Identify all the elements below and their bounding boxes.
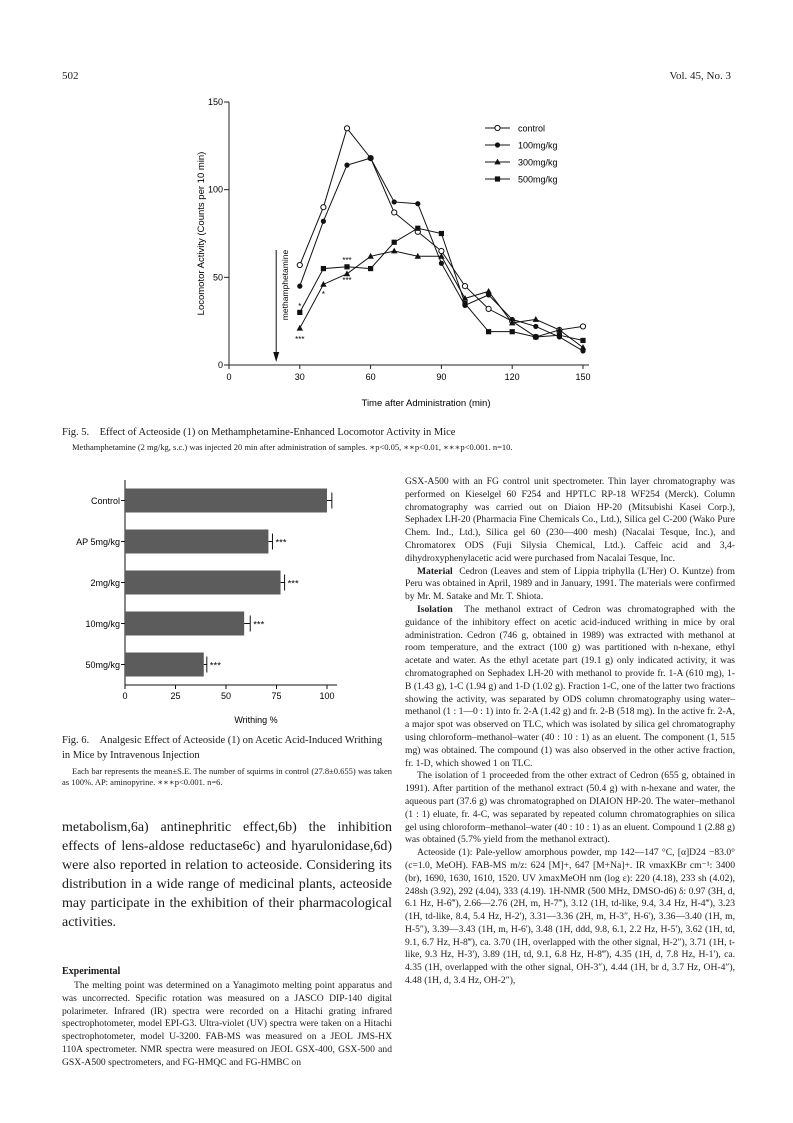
y-axis-title: Locomotor Activity (Counts per 10 min) xyxy=(196,151,207,316)
x-tick-label: 120 xyxy=(504,372,520,382)
x-tick-label: 50 xyxy=(220,691,232,701)
significance-label: *** xyxy=(209,660,221,672)
x-tick-label: 60 xyxy=(365,372,376,382)
methamphetamine-label: methamphetamine xyxy=(280,249,291,321)
filled-square-marker xyxy=(392,240,397,245)
significance-label: *** xyxy=(275,537,287,549)
right-column xyxy=(405,476,735,988)
category-label: Control xyxy=(90,496,120,506)
x-tick-label: 90 xyxy=(436,372,447,382)
significance-label: *** xyxy=(295,335,305,344)
journal-volume: Vol. 45, No. 3 xyxy=(669,70,731,82)
writhing-bar xyxy=(125,571,281,595)
writhing-bar xyxy=(125,489,327,513)
experimental-text: The melting point was determined on a Yanagimoto melting point apparatus and was uncorrected. Specific rotation was measured on a JASCO DIP-140 digital polarimeter. Infrared (IR) spectra were recorded on a Hitachi grating infrared spectrophotometer, model EPI-G3. Ultra-violet (UV) spectra were taken on a Hitachi spectrophotometer, model U-3200. FAB-MS was measured on a JEOL JMS-HX 110A spectrometer. NMR spectra were measured on JEOL GSX-400, GSX-500 and GSX-A500 spectrometers, and FG-HMQC and FG-HMBC on xyxy=(62,980,392,1068)
filled-square-marker xyxy=(557,333,562,338)
significance-label: * xyxy=(298,302,302,311)
writhing-bar xyxy=(125,653,204,677)
filled-triangle-marker xyxy=(580,344,586,350)
x-tick-label: 75 xyxy=(271,691,282,701)
open-circle-marker xyxy=(580,324,585,329)
open-circle-marker xyxy=(344,126,349,131)
category-label: 2mg/kg xyxy=(90,578,120,588)
category-label: 50mg/kg xyxy=(85,660,120,670)
significance-label: *** xyxy=(342,276,352,285)
category-label: 10mg/kg xyxy=(85,619,120,629)
filled-triangle-marker xyxy=(533,316,539,322)
legend-label: control xyxy=(518,123,546,134)
x-tick-label: 0 xyxy=(122,691,128,701)
filled-circle-marker xyxy=(415,201,420,206)
y-tick-label: 50 xyxy=(212,272,223,283)
filled-triangle-marker xyxy=(485,288,491,294)
writhing-bar xyxy=(125,530,268,554)
filled-circle-marker xyxy=(495,142,500,147)
filled-circle-marker xyxy=(533,324,538,329)
isolation-2-paragraph: The isolation of 1 proceeded from the other extract of Cedron (655 g, obtained in 1991). After partition of the methanol extract (50.4 g) with n-hexane and water, the aqueous part (37.6 g) was chromatographed on DIAION HP-20. The water–methanol (1 : 1) eluate, fr. 4-C, was separated by repeated column chromatographies on silica gel using chloroform–methanol–water (40 : 10 : 1) as an eluent. Compound 1 (2.88 g) was obtained (5.7% yield from the methanol extract). xyxy=(405,770,735,846)
open-circle-marker xyxy=(321,205,326,210)
x-tick-label: 30 xyxy=(294,372,305,382)
fig5-note: Methamphetamine (2 mg/kg, s.c.) was injected 20 min after administration of samples. ∗p<0.05, ∗∗p<0.01, ∗∗∗p<0.001. n=10. xyxy=(72,442,513,452)
significance-label: *** xyxy=(253,619,265,631)
legend-label: 300mg/kg xyxy=(518,157,558,168)
experimental-heading: Experimental xyxy=(62,966,121,977)
x-tick-label: 25 xyxy=(170,691,181,701)
filled-square-marker xyxy=(439,231,444,236)
filled-square-marker xyxy=(415,226,420,231)
open-circle-marker xyxy=(486,306,491,311)
filled-triangle-marker xyxy=(391,248,397,254)
filled-circle-marker xyxy=(297,284,302,289)
y-tick-label: 100 xyxy=(207,184,223,195)
filled-circle-marker xyxy=(321,219,326,224)
filled-square-marker xyxy=(580,338,585,343)
isolation-paragraph: Isolation The methanol extract of Cedron was chromatographed with the guidance of the inhibitory effect on acetic acid-induced writhing in mice by oral administration. Cedron (746 g, obtained in 1989) was extracted with methanol at room temperature, and the extract (100 g) was partitioned with n-hexane, ethyl acetate and water. As the ethyl acetate part (19.1 g) only indicated activity, it was chromatographed on Sephadex LH-20 with methanol to provide fr. 1-A (610 mg), 1-B (1.43 g), 1-C (1.94 g) and 1-D (1.02 g). Fraction 1-C, one of the latter two fractions showing the activity, was separated by ODS column chromatography using water–methanol (1 : 1—0 : 1) into fr. 2-A (1.42 g) and fr. 2-B (518 mg). In the active fr. 2-A, a major spot was observed on TLC, which was isolated by silica gel chromatography using chloroform–methanol–water (40 : 10 : 1) as an eluent. The component (1, 515 mg) was obtained. The compound (1) was also observed in the other active fraction, fr. 1-D, which showed 1 on TLC. xyxy=(405,603,735,769)
open-circle-marker xyxy=(392,210,397,215)
material-paragraph: Material Cedron (Leaves and stem of Lippia triphylla (L'Her) O. Kuntze) from Peru was obtained in April, 1989 and in January, 1991. The materials were confirmed by Mr. M. Satake and Mr. T. Shiota. xyxy=(405,565,735,603)
filled-circle-marker xyxy=(392,199,397,204)
filled-square-marker xyxy=(462,301,467,306)
legend-label: 500mg/kg xyxy=(518,174,558,185)
filled-square-marker xyxy=(510,329,515,334)
open-circle-marker xyxy=(297,262,302,267)
filled-square-marker xyxy=(368,266,373,271)
x-axis-title: Time after Administration (min) xyxy=(361,398,491,409)
methamphetamine-arrow-head xyxy=(273,352,279,362)
significance-label: * xyxy=(321,290,325,299)
filled-square-marker xyxy=(533,334,538,339)
instruments-paragraph: GSX-A500 with an FG control unit spectrometer. Thin layer chromatography was performed on Kieselgel 60 F254 and HPTLC RP-18 WF254 (Merck). Column chromatography was carried out on Diaion HP-20 (Mitsubishi Kasei Corp.), Sephadex LH-20 (Pharmacia Fine Chemicals Co., Ltd.), Silica gel C-200 (Wako Pure Chem. Ind., Ltd.), Silica gel 60 (230—400 mesh) (Nacalai Tesque, Inc.), and Chromatorex ODS (Fuji Silysia Chemical, Ltd.). Caffeic acid and 3,4-dihydroxyphenylacetic acid were purchased from Nacalai Tesque, Inc. xyxy=(405,476,735,564)
fig5-caption: Fig. 5. Effect of Acteoside (1) on Methamphetamine-Enhanced Locomotor Activity in Mice xyxy=(62,427,456,438)
fig6-bar-chart xyxy=(0,470,393,725)
acteoside-data-paragraph: Acteoside (1): Pale-yellow amorphous powder, mp 142—147 °C, [α]D24 −83.0° (c=1.0, MeOH). FAB-MS m/z: 624 [M]+, 647 [M+Na]+. IR νmaxKBr cm⁻¹: 3400 (br), 1690, 1630, 1610, 1520. UV λmaxMeOH nm (log ε): 220 (4.18), 233 sh (4.02), 248sh (3.92), 292 (4.04), 333 (4.19). 1H-NMR (500 MHz, DMSO-d6) δ: 0.97 (3H, d, 6.1 Hz, H-6‴), 2.66—2.76 (2H, m, H-7‴), 3.12 (1H, td-like, 9.4, 3.4 Hz, H-4‴), 3.23 (1H, td-like, 8.4, 5.4 Hz, H-2'), 3.31—3.36 (2H, m, H-3″, H-6'), 3.36—3.40 (1H, m, H-5″), 3.39—3.43 (1H, m, H-6'), 3.48 (1H, ddd, 9.8, 6.1, 2.2 Hz, H-5'), 3.62 (1H, td, 9.1, 6.7 Hz, H-8‴), ca. 3.70 (1H, overlapped with the other signal, H-2″), 3.71 (1H, t-like, 9.3 Hz, H-3'), 3.89 (1H, td, 9.1, 6.8 Hz, H-8‴), 4.35 (1H, d, 7.8 Hz, H-1'), ca. 4.35 (1H, overlapped with the other signal, OH-3″), 4.44 (1H, br d, 3.7 Hz, OH-4″), 4.48 (1H, d, 3.4 Hz, OH-2″), xyxy=(405,847,735,987)
writhing-bar xyxy=(125,612,244,636)
filled-triangle-marker xyxy=(297,325,303,331)
page-number: 502 xyxy=(62,70,79,82)
x-axis-title: Writhing % xyxy=(234,715,278,725)
fig6-caption: Fig. 6. Analgesic Effect of Acteoside (1) on Acetic Acid-Induced Writhing in Mice by Intravenous Injection xyxy=(62,735,383,761)
fig5-line-chart xyxy=(0,0,793,430)
filled-square-marker xyxy=(321,266,326,271)
x-tick-label: 100 xyxy=(319,691,335,701)
significance-label: *** xyxy=(287,578,299,590)
open-circle-marker xyxy=(462,284,467,289)
category-label: AP 5mg/kg xyxy=(76,537,120,547)
open-circle-marker xyxy=(439,248,444,253)
fig6-note: Each bar represents the mean±S.E. The number of squirms in control (27.8±0.655) was taken as 100%. AP: aminopyrine. ∗∗∗p<0.001. n=6. xyxy=(62,766,392,787)
filled-square-marker xyxy=(495,176,500,181)
y-tick-label: 0 xyxy=(217,360,223,370)
filled-circle-marker xyxy=(439,261,444,266)
open-circle-marker xyxy=(495,125,500,130)
filled-circle-marker xyxy=(368,156,373,161)
left-column-paragraph: metabolism,6a) antinephritic effect,6b) the inhibition effects of lens-aldose reductase6c) and hyarulonidase,6d) were also reported in relation to acteoside. Considering its distribution in a wide range of medicinal plants, acteoside may participate in the exhibition of their pharmacological activities. xyxy=(62,820,392,930)
filled-circle-marker xyxy=(344,163,349,168)
significance-label: *** xyxy=(342,256,352,265)
legend-label: 100mg/kg xyxy=(518,140,558,151)
x-tick-label: 0 xyxy=(226,372,232,382)
y-tick-label: 150 xyxy=(207,97,223,107)
x-tick-label: 150 xyxy=(575,372,591,382)
filled-square-marker xyxy=(486,329,491,334)
